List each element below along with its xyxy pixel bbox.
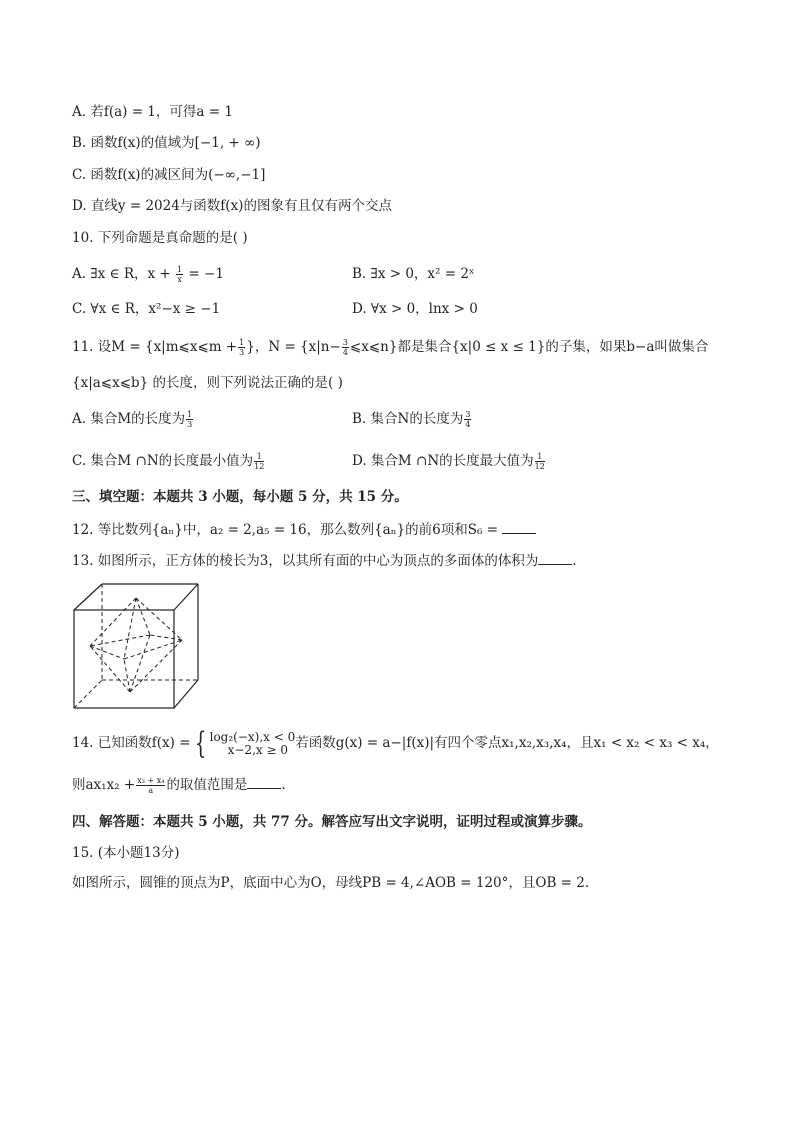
cube-octahedron-figure (72, 580, 202, 710)
q15-title: 15. (本小题13分) (72, 845, 180, 861)
q11-b-pre: B. 集合N的长度为 (352, 411, 464, 427)
q11-m-frac-num: 1 (239, 338, 245, 347)
q14-fraction (136, 776, 165, 795)
q14-line2-post: 的取值范围是 (166, 777, 248, 793)
q13-text: 13. 如图所示，正方体的棱长为3，以其所有面的中心为顶点的多面体的体积为 (72, 553, 539, 569)
q11-b-den: 4 (465, 420, 471, 429)
q13-period: . (572, 553, 577, 569)
q11-b-fraction (464, 410, 471, 429)
q11-d-num: 1 (535, 452, 545, 462)
q11-b-num: 3 (465, 410, 471, 419)
q14-line2-end: . (281, 777, 286, 793)
q10-option-a (72, 264, 224, 284)
q11-option-b (352, 409, 472, 429)
q11-n-fraction (342, 338, 349, 357)
q10-option-c: C. ∀x ∈ R，x²−x ≥ −1 (72, 301, 221, 317)
q10-a-frac-num: 1 (177, 265, 183, 274)
q9-option-d: D. 直线y = 2024与函数f(x)的图象有且仅有两个交点 (72, 198, 392, 214)
q11-d-den: 12 (534, 462, 545, 471)
q11-stem (72, 337, 708, 357)
section-4-heading: 四、解答题：本题共 5 小题，共 77 分。解答应写出文字说明，证明过程或演算步骤。 (72, 814, 592, 830)
q11-stem-post: ⩽x⩽n}都是集合{x|0 ≤ x ≤ 1}的子集，如果b−a叫做集合 (349, 339, 709, 355)
q10-a-pre: A. ∃x ∈ R，x + (72, 266, 171, 282)
q11-a-den: 3 (187, 420, 193, 429)
q12-text: 12. 等比数列{aₙ}中，a₂ = 2,a₅ = 16，那么数列{aₙ}的前6项和S₆ = (72, 522, 499, 538)
q11-c-pre: C. 集合M ∩N的长度最小值为 (72, 453, 254, 469)
q11-option-a (72, 409, 194, 429)
q11-c-fraction (254, 452, 264, 471)
q11-stem-line2: {x|a⩽x⩽b} 的长度，则下列说法正确的是( ) (72, 375, 343, 391)
q14 (72, 725, 719, 761)
q11-option-d (352, 451, 546, 471)
q14-piece-1: log₂(−x),x < 0 (209, 729, 296, 744)
q11-c-num: 1 (254, 452, 264, 462)
q11-a-pre: A. 集合M的长度为 (72, 411, 186, 427)
q14-line2-pre: 则ax₁x₂ + (72, 777, 136, 793)
q11-m-fraction (238, 338, 245, 357)
q10-a-post: = −1 (188, 266, 224, 282)
q11-stem-pre: 11. 设M = {x|m⩽x⩽m + (72, 339, 238, 355)
q14-answer-blank (247, 774, 281, 789)
q10-a-frac-den: x (177, 275, 182, 284)
q11-stem-mid: }，N = {x|n− (246, 339, 341, 355)
q11-m-frac-den: 3 (239, 348, 245, 357)
q11-a-num: 1 (187, 410, 193, 419)
q11-n-frac-num: 3 (342, 338, 348, 347)
q14-post: 若函数g(x) = a−|f(x)|有四个零点x₁,x₂,x₃,x₄，且x₁ < x₂ < x₃ < x₄， (295, 735, 719, 751)
q9-option-c: C. 函数f(x)的减区间为(−∞,−1] (72, 167, 266, 183)
q15-body: 如图所示，圆锥的顶点为P，底面中心为O，母线PB = 4,∠AOB = 120°，且OB = 2. (72, 875, 590, 891)
q9-option-b: B. 函数f(x)的值域为[−1, + ∞) (72, 135, 261, 151)
q13 (72, 550, 577, 571)
q14-line2 (72, 774, 286, 795)
section-3-heading: 三、填空题：本题共 3 小题，每小题 5 分，共 15 分。 (72, 489, 408, 505)
q11-c-den: 12 (254, 462, 265, 471)
q11-a-fraction (186, 410, 193, 429)
q14-frac-den: a (148, 786, 154, 795)
q10-option-b: B. ∃x > 0，x² = 2ˣ (352, 266, 475, 282)
q13-answer-blank (538, 550, 572, 565)
q12 (72, 519, 536, 540)
q11-option-c (72, 451, 265, 471)
q14-frac-num: x₃ + x₄ (137, 776, 165, 785)
q12-answer-blank (502, 519, 536, 534)
q10-stem: 10. 下列命题是真命题的是( ) (72, 230, 248, 246)
q14-pre: 14. 已知函数f(x) = (72, 735, 191, 751)
q11-d-fraction (535, 452, 545, 471)
q11-d-pre: D. 集合M ∩N的长度最大值为 (352, 453, 534, 469)
q9-option-a: A. 若f(a) = 1，可得a = 1 (72, 104, 233, 120)
q10-a-fraction (176, 265, 183, 284)
q10-option-d: D. ∀x > 0，lnx > 0 (352, 301, 478, 317)
q11-n-frac-den: 4 (342, 348, 348, 357)
q14-piece-2: x−2,x ≥ 0 (227, 742, 288, 757)
q14-piecewise (210, 731, 296, 757)
q14-brace: { (194, 725, 206, 761)
